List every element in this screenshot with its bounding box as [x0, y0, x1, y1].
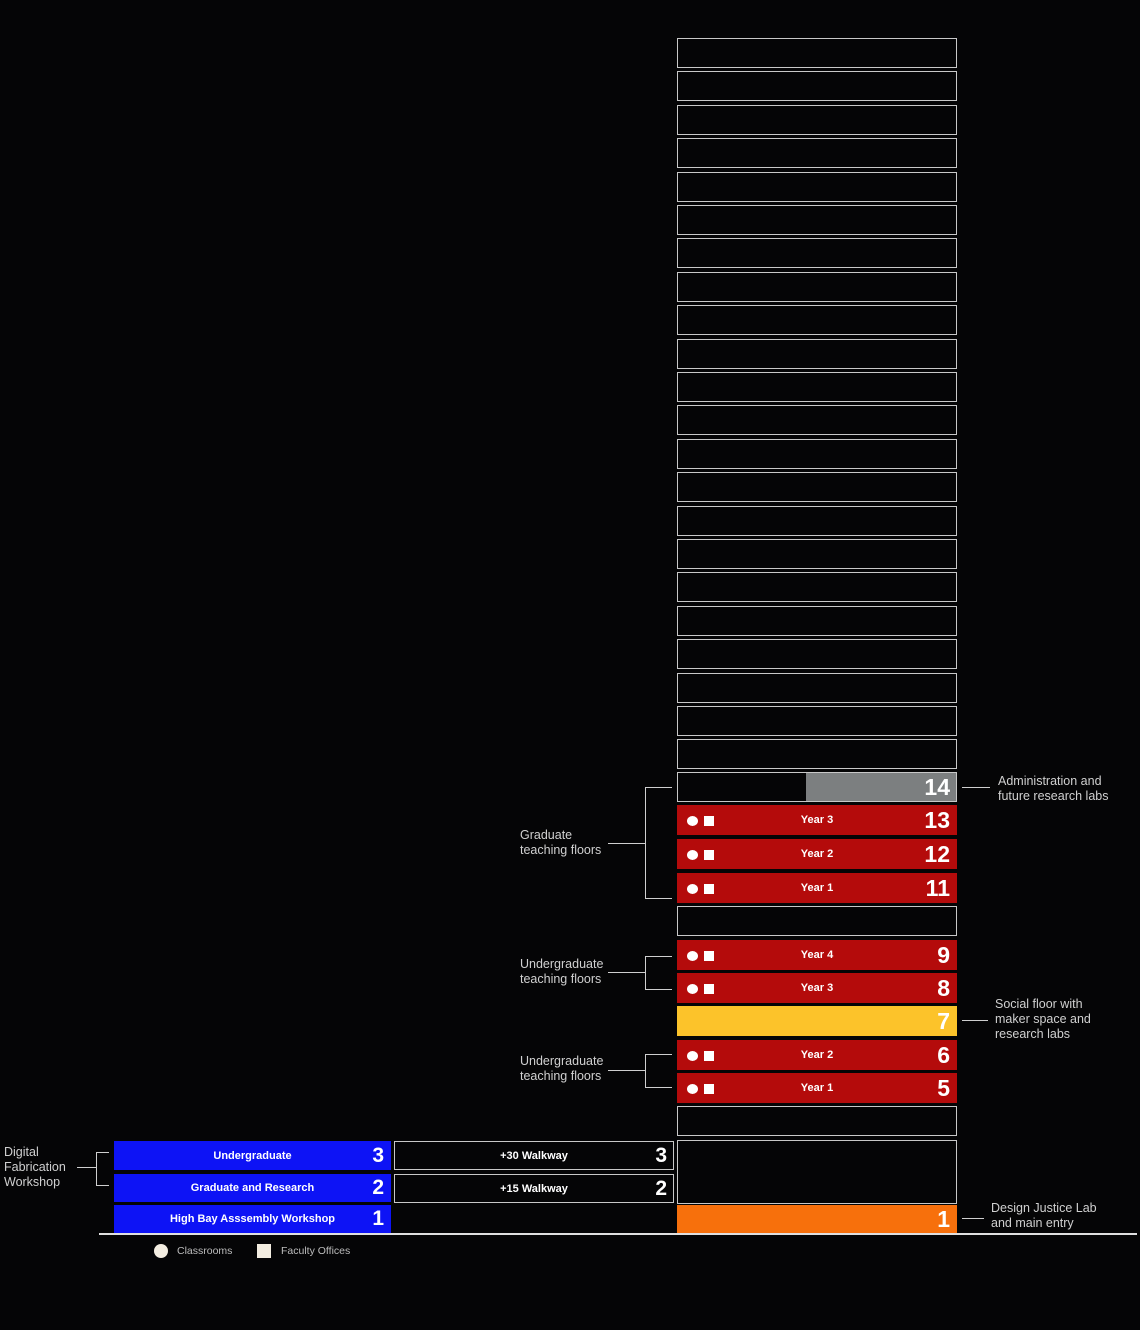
empty-floor [677, 539, 957, 569]
empty-floor [677, 339, 957, 369]
floor-9 [677, 940, 957, 970]
floor-number: 7 [937, 1007, 950, 1034]
fabrication-floor-2 [114, 1174, 391, 1202]
floor-6 [677, 1040, 957, 1070]
floor-11 [677, 873, 957, 903]
empty-floor [677, 673, 957, 703]
floor-1 [677, 1205, 957, 1233]
floor-year-label: Year 4 [800, 949, 834, 961]
leader-line [962, 787, 990, 788]
fabrication-number: 3 [372, 1143, 384, 1167]
bracket-line [645, 956, 672, 957]
bracket-line [608, 972, 645, 973]
empty-floor [677, 606, 957, 636]
floor-number: 12 [924, 840, 950, 867]
bracket-line [645, 1054, 672, 1055]
floor-number: 6 [937, 1041, 950, 1068]
bracket-line [645, 1054, 646, 1088]
empty-floor [677, 706, 957, 736]
empty-floor [677, 472, 957, 502]
floor-13 [677, 805, 957, 835]
bracket-line [645, 787, 672, 788]
walkway-number: 2 [655, 1176, 667, 1200]
note-floor-14: Administration and future research labs [998, 774, 1109, 803]
fabrication-number: 2 [372, 1176, 384, 1199]
walkway-number: 3 [655, 1143, 667, 1167]
floor-number: 14 [924, 773, 950, 800]
floor-year-label: Year 2 [800, 848, 834, 860]
ground-line [99, 1233, 1137, 1235]
fabrication-floor-1 [114, 1205, 391, 1233]
note-floor-1: Design Justice Lab and main entry [991, 1201, 1097, 1230]
floor-number: 5 [937, 1074, 950, 1101]
note-undergrad-lower: Undergraduate teaching floors [520, 1054, 604, 1083]
note-floor-7: Social floor with maker space and research labs [995, 997, 1091, 1041]
empty-floor [677, 305, 957, 335]
empty-floor [677, 372, 957, 402]
bracket-line [77, 1167, 96, 1168]
floor-podium [677, 1140, 957, 1204]
bracket-line [96, 1152, 109, 1153]
floor-year-label: Year 3 [800, 814, 834, 826]
empty-floor [677, 405, 957, 435]
empty-floor [677, 272, 957, 302]
empty-floor [677, 172, 957, 202]
floor-12 [677, 839, 957, 869]
empty-floor [677, 572, 957, 602]
fabrication-floor-3 [114, 1141, 391, 1170]
floor-year-label: Year 1 [800, 1082, 834, 1094]
empty-floor [677, 138, 957, 168]
bracket-line [645, 898, 672, 899]
bracket-line [645, 787, 646, 899]
note-fabrication: Digital Fabrication Workshop [4, 1145, 66, 1189]
walkway-label: +15 Walkway [500, 1182, 568, 1195]
empty-floor [677, 105, 957, 135]
empty-floor [677, 739, 957, 769]
empty-floor [677, 71, 957, 101]
floor-8 [677, 973, 957, 1003]
floor-year-label: Year 2 [800, 1049, 834, 1061]
classroom-icon [154, 1244, 168, 1258]
bracket-line [645, 989, 672, 990]
note-graduate: Graduate teaching floors [520, 828, 602, 857]
empty-floor [677, 439, 957, 469]
empty-floor [677, 38, 957, 68]
floor-number: 11 [925, 874, 950, 901]
floor-5 [677, 1073, 957, 1103]
floor-number: 13 [924, 806, 950, 833]
bracket-line [96, 1185, 109, 1186]
bracket-line [96, 1152, 97, 1186]
bracket-line [645, 956, 646, 990]
leader-line [962, 1020, 988, 1021]
empty-floor [677, 205, 957, 235]
floor-number: 9 [937, 941, 950, 968]
bracket-line [645, 1087, 672, 1088]
empty-floor [677, 639, 957, 669]
legend-classrooms: Classrooms [177, 1245, 233, 1257]
fabrication-label: Graduate and Research [190, 1182, 315, 1194]
bracket-line [608, 843, 645, 844]
legend-faculty-offices: Faculty Offices [281, 1245, 351, 1257]
floor-14 [677, 772, 957, 802]
leader-line [962, 1218, 984, 1219]
fabrication-label: High Bay Asssembly Workshop [169, 1213, 336, 1225]
floor-10 [677, 906, 957, 936]
empty-floor [677, 506, 957, 536]
note-undergrad-upper: Undergraduate teaching floors [520, 957, 604, 986]
fabrication-number: 1 [372, 1207, 384, 1230]
walkway-30 [394, 1141, 674, 1170]
floor-4 [677, 1106, 957, 1136]
faculty-office-icon [257, 1244, 271, 1258]
walkway-15 [394, 1174, 674, 1203]
floor-number: 8 [937, 974, 950, 1001]
bracket-line [608, 1070, 645, 1071]
floor-7 [677, 1006, 957, 1036]
empty-floor [677, 238, 957, 268]
floor-year-label: Year 3 [800, 982, 834, 994]
walkway-label: +30 Walkway [500, 1149, 568, 1162]
floor-number: 1 [937, 1205, 950, 1232]
fabrication-label: Undergraduate [213, 1149, 292, 1162]
floor-year-label: Year 1 [800, 882, 834, 894]
